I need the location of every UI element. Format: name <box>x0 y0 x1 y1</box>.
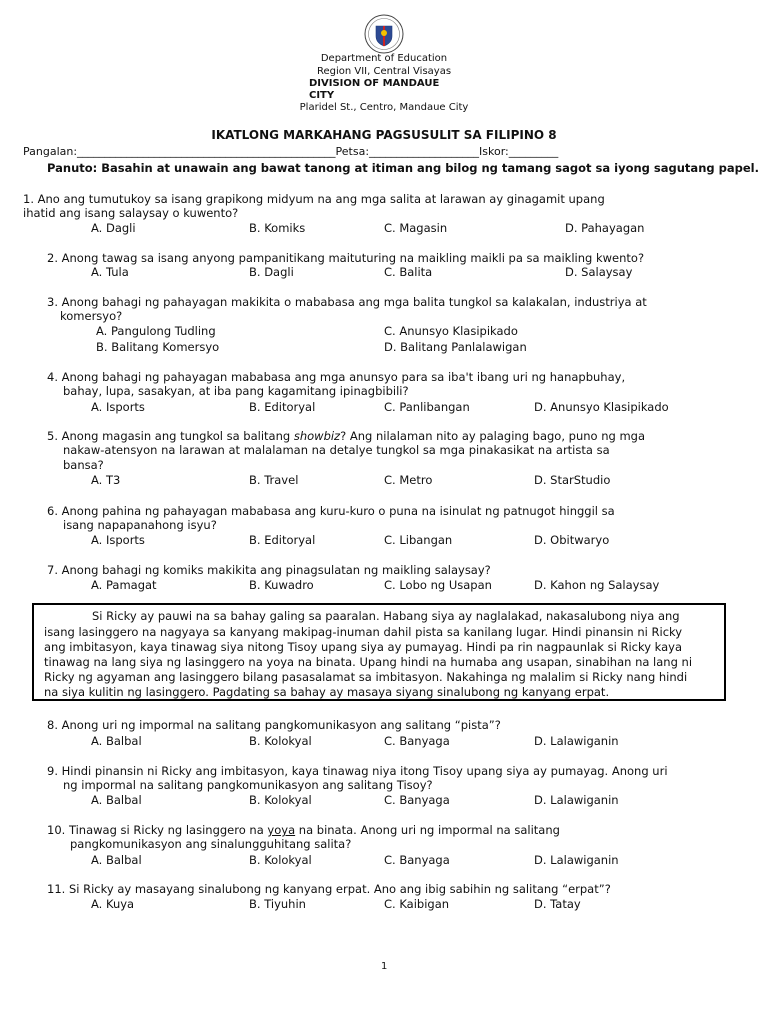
q1-choice-b[interactable]: B. Komiks <box>249 221 306 235</box>
passage-line: Ricky ng agyaman ang lasinggero bilang pasasalamat sa imbitasyon. Nakahinga ng malalim si Ricky nang hindi <box>44 670 688 684</box>
q3-choice-b[interactable]: B. Balitang Komersyo <box>96 340 220 354</box>
q3-choice-d[interactable]: D. Balitang Panlalawigan <box>384 340 527 354</box>
header-region: Region VII, Central Visayas <box>316 66 452 77</box>
reading-passage-box <box>32 603 726 701</box>
question-9-text-cont: ng impormal na salitang pangkomunikasyon ang salitang Tisoy? <box>63 778 433 792</box>
q11-choice-d[interactable]: D. Tatay <box>534 897 581 911</box>
question-5-text-cont2: bansa? <box>63 458 104 472</box>
q9-choice-a[interactable]: A. Balbal <box>91 793 142 807</box>
header-division-city: CITY <box>309 90 335 101</box>
passage-line: ang imbitasyon, kaya tinawag siya nitong Tisoy upang siya ay pumayag. Hindi pa rin nagpaunlak si Ricky kaya <box>44 640 683 654</box>
q6-choice-b[interactable]: B. Editoryal <box>249 533 316 547</box>
question-10-text-cont: pangkomunikasyon ang sinalungguhitang salita? <box>70 837 352 851</box>
question-5-text-cont: nakaw-atensyon na larawan at malalaman na detalye tungkol sa mga pinakasikat na artista sa <box>63 443 610 457</box>
header-address: Plaridel St., Centro, Mandaue City <box>299 102 469 113</box>
q10-choice-d[interactable]: D. Lalawiganin <box>534 853 619 867</box>
passage-line: Si Ricky ay pauwi na sa bahay galing sa paaralan. Habang siya ay naglalakad, nakasalubong niya ang <box>92 609 680 623</box>
q7-choice-d[interactable]: D. Kahon ng Salaysay <box>534 578 660 592</box>
passage-line: isang lasinggero na nagyaya sa kanyang makipag-inuman dahil pista sa kanilang lugar. Hindi pinansin ni Ricky <box>44 625 683 639</box>
q6-choice-c[interactable]: C. Libangan <box>384 533 453 547</box>
q10-choice-c[interactable]: C. Banyaga <box>384 853 450 867</box>
question-4-text: 4. Anong bahagi ng pahayagan mababasa ang mga anunsyo para sa iba't ibang uri ng hanapbuhay, <box>47 370 626 384</box>
student-info-line: Pangalan:_______________________________________________Petsa:____________________Iskor:_________ <box>23 145 559 158</box>
page-number: 1 <box>381 961 388 972</box>
q1-choice-a[interactable]: A. Dagli <box>91 221 136 235</box>
q9-choice-c[interactable]: C. Banyaga <box>384 793 450 807</box>
q7-choice-a[interactable]: A. Pamagat <box>91 578 157 592</box>
q10-underlined-word: yoya <box>267 823 296 837</box>
q8-choice-b[interactable]: B. Kolokyal <box>249 734 312 748</box>
q5-text-emphasis: showbiz <box>293 429 341 443</box>
q4-choice-b[interactable]: B. Editoryal <box>249 400 316 414</box>
q7-choice-b[interactable]: B. Kuwadro <box>249 578 314 592</box>
question-2-text: 2. Anong tawag sa isang anyong pampanitikang maituturing na maikling maikli pa sa maikling kwento? <box>47 251 645 265</box>
question-6-text: 6. Anong pahina ng pahayagan mababasa ang kuru-kuro o puna na isinulat ng patnugot hinggil sa <box>47 504 615 518</box>
q2-choice-d[interactable]: D. Salaysay <box>565 265 633 279</box>
question-3-text-cont: komersyo? <box>60 309 123 323</box>
q11-choice-b[interactable]: B. Tiyuhin <box>249 897 306 911</box>
header-division: DIVISION OF MANDAUE <box>309 78 440 89</box>
q2-choice-b[interactable]: B. Dagli <box>249 265 294 279</box>
q9-choice-b[interactable]: B. Kolokyal <box>249 793 312 807</box>
q10-text-post: na binata. Anong uri ng impormal na salitang <box>295 823 560 837</box>
q4-choice-c[interactable]: C. Panlibangan <box>384 400 470 414</box>
q6-choice-a[interactable]: A. Isports <box>91 533 145 547</box>
question-1-text-cont: ihatid ang isang salaysay o kuwento? <box>23 206 239 220</box>
passage-line: tinawag na lang siya ng lasinggero na yoya na binata. Upang hindi na humaba ang usapan, sinabihan na lang ni <box>44 655 693 669</box>
question-10-text <box>47 823 560 837</box>
q3-choice-a[interactable]: A. Pangulong Tudling <box>96 324 216 338</box>
q2-choice-c[interactable]: C. Balita <box>384 265 433 279</box>
q10-choice-b[interactable]: B. Kolokyal <box>249 853 312 867</box>
header-department: Department of Education <box>320 53 448 64</box>
q5-text-post: ? Ang nilalaman nito ay palaging bago, puno ng mga <box>340 429 646 443</box>
q11-choice-a[interactable]: A. Kuya <box>91 897 135 911</box>
q4-choice-a[interactable]: A. Isports <box>91 400 145 414</box>
q7-choice-c[interactable]: C. Lobo ng Usapan <box>384 578 492 592</box>
q2-choice-a[interactable]: A. Tula <box>91 265 129 279</box>
q4-choice-d[interactable]: D. Anunsyo Klasipikado <box>534 400 669 414</box>
q5-choice-a[interactable]: A. T3 <box>91 473 121 487</box>
q6-choice-d[interactable]: D. Obitwaryo <box>534 533 610 547</box>
q8-choice-a[interactable]: A. Balbal <box>91 734 142 748</box>
instructions: Panuto: Basahin at unawain ang bawat tanong at itiman ang bilog ng tamang sagot sa iyong sagutang papel. <box>47 161 759 175</box>
passage-line: na siya kulitin ng lasinggero. Pagdating sa bahay ay masaya siyang sinalubong ng kanyang erpat. <box>44 685 610 699</box>
exam-title: IKATLONG MARKAHANG PAGSUSULIT SA FILIPINO 8 <box>211 128 557 142</box>
question-8-text: 8. Anong uri ng impormal na salitang pangkomunikasyon ang salitang “pista”? <box>47 718 501 732</box>
question-3-text: 3. Anong bahagi ng pahayagan makikita o mababasa ang mga balita tungkol sa kalakalan, industriya at <box>47 295 647 309</box>
question-5-text <box>47 429 645 443</box>
question-7-text: 7. Anong bahagi ng komiks makikita ang pinagsulatan ng maikling salaysay? <box>47 563 491 577</box>
q11-choice-c[interactable]: C. Kaibigan <box>384 897 450 911</box>
question-6-text-cont: isang napapanahong isyu? <box>63 518 217 532</box>
q10-text-pre: 10. Tinawag si Ricky ng lasinggero na <box>47 823 268 837</box>
q5-choice-b[interactable]: B. Travel <box>249 473 299 487</box>
question-1-text: 1. Ano ang tumutukoy sa isang grapikong midyum na ang mga salita at larawan ay ginagamit upang <box>23 192 605 206</box>
q3-choice-c[interactable]: C. Anunsyo Klasipikado <box>384 324 518 338</box>
question-4-text-cont: bahay, lupa, sasakyan, at iba pang kagamitang ipinagbibili? <box>63 384 409 398</box>
q10-choice-a[interactable]: A. Balbal <box>91 853 142 867</box>
q1-choice-c[interactable]: C. Magasin <box>384 221 448 235</box>
q8-choice-d[interactable]: D. Lalawiganin <box>534 734 619 748</box>
q5-text-pre: 5. Anong magasin ang tungkol sa balitang <box>47 429 294 443</box>
question-9-text: 9. Hindi pinansin ni Ricky ang imbitasyon, kaya tinawag niya itong Tisoy upang siya ay pumayag. Anong uri <box>47 764 668 778</box>
q1-choice-d[interactable]: D. Pahayagan <box>565 221 645 235</box>
q5-choice-c[interactable]: C. Metro <box>384 473 433 487</box>
q8-choice-c[interactable]: C. Banyaga <box>384 734 450 748</box>
deped-seal-logo <box>364 14 404 54</box>
question-11-text: 11. Si Ricky ay masayang sinalubong ng kanyang erpat. Ano ang ibig sabihin ng salitang “erpat”? <box>47 882 611 896</box>
q9-choice-d[interactable]: D. Lalawiganin <box>534 793 619 807</box>
q5-choice-d[interactable]: D. StarStudio <box>534 473 611 487</box>
